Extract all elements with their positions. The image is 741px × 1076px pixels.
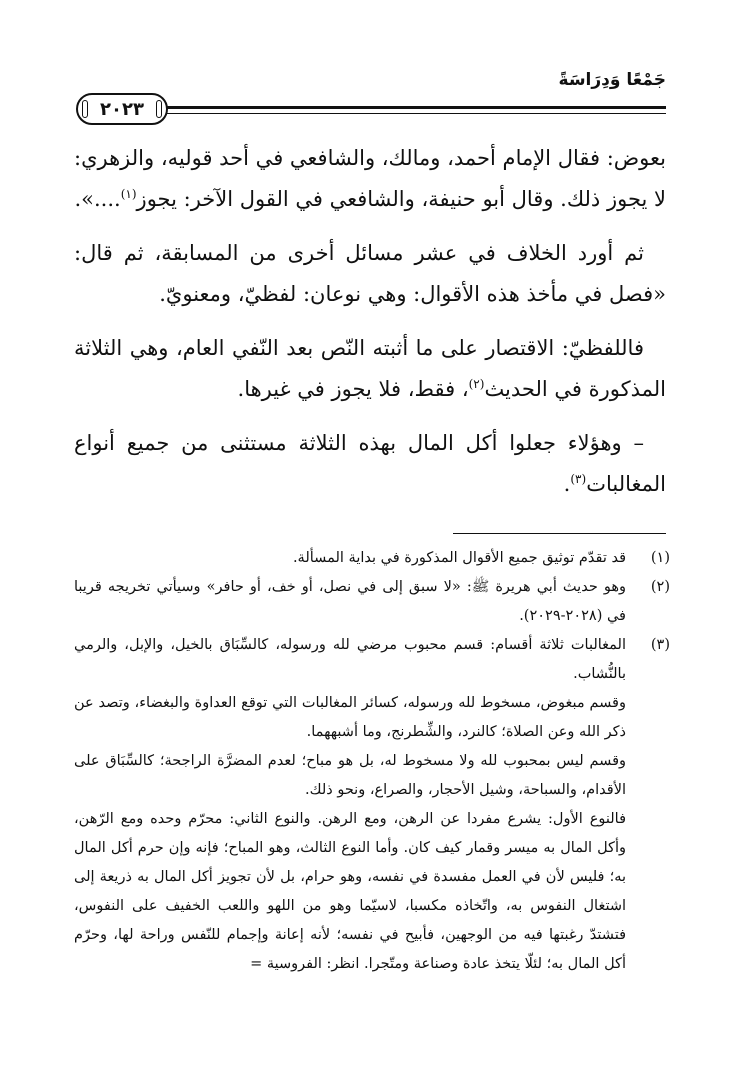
footnotes [74, 544, 670, 979]
paragraph-3: فاللفظيّ: الاقتصار على ما أثبته النّص بعد النّفي العام، وهي الثلاثة المذكورة في الحديث$^{(٢)}$، فقط، فلا يجوز في غيرها. [74, 336, 666, 401]
footnote-ref-2: (٢) [468, 377, 485, 391]
page-header [74, 70, 666, 124]
paragraph-4: – وهؤلاء جعلوا أكل المال بهذه الثلاثة مستثنى من جميع أنواع المغالبات$^{(٣)}$. [74, 431, 666, 496]
footnote-text: المغالبات ثلاثة أقسام: قسم محبوب مرضي لله ورسوله، كالسِّبَاق بالخيل، والإبل، والرمي بالنُّشاب. [74, 637, 626, 682]
page-number: ٢٠٢٣ [76, 93, 168, 125]
footnote-number: (٣) [650, 637, 670, 653]
footnote-text: وهو حديث أبي هريرة ﷺ: «لا سبق إلى في نصل، أو خف، أو حافر» وسيأتي تخريجه قريبا في (٢٠٢٨-٢٠٢٩). [74, 579, 626, 624]
footnote-1 [74, 544, 670, 573]
footnote-text: فالنوع الأول: يشرع مفردا عن الرهن، ومع الرهن. والنوع الثاني: محرّم وحده ومع الرّهن، وأكل المال به ميسر وقمار كيف كان. وأما النوع الثالث، وهو المباح؛ فإنه وإن حرم أكل المال به؛ فليس لأن في العمل مفسدة في نفسه، وهو حرام، بل لأن تجويز أكل المال به ذريعة إلى اشتغال النفوس به، واتّخاذه مكسبا، لاسيّما وهو من اللهو واللعب الخفيف على النفوس، فتشتدّ رغبتها فيه من الوجهين، فأبيح في نفسه؛ لأنه إعانة وإجمام للنّفس وراحة لها، وحرّم أكل المال به؛ لئلّا يتخذ عادة وصناعة ومتّجرا. انظر: الفروسية = [74, 811, 626, 972]
footnote-text: وقسم ليس بمحبوب لله ولا مسخوط له، بل هو مباح؛ لعدم المضرَّة الراجحة؛ كالسِّبَاق على الأقدام، والسباحة، وشيل الأحجار، والصراع، ونحو ذلك. [74, 753, 626, 798]
footnote-text: وقسم مبغوض، مسخوط لله ورسوله، كسائر المغالبات التي توقع العداوة والبغضاء، وتصد عن ذكر الله وعن الصلاة؛ كالنرد، والشِّطرنج، وما أشبههما. [74, 695, 626, 740]
footnote-separator [453, 533, 666, 534]
header-rule [166, 106, 666, 114]
paragraph-2: ثم أورد الخلاف في عشر مسائل أخرى من المسابقة، ثم قال: «فصل في مأخذ هذه الأقوال: وهي نوعان: لفظيّ، ومعنويّ. [74, 241, 666, 306]
footnote-ref-3: (٣) [570, 472, 587, 486]
footnote-2 [74, 573, 670, 631]
footnote-text: قد تقدّم توثيق جميع الأقوال المذكورة في بداية المسألة. [292, 550, 626, 566]
running-title: جَمْعًا وَدِرَاسَةً [558, 70, 666, 90]
paragraph-1: بعوض: فقال الإمام أحمد، ومالك، والشافعي في أحد قوليه، والزهري: لا يجوز ذلك. وقال أبو حنيفة، والشافعي في القول الآخر: يجوز$^{(١)}$....». [74, 146, 666, 211]
main-text [74, 138, 666, 518]
footnote-number: (١) [650, 550, 670, 566]
footnote-ref-1: (١) [120, 187, 137, 201]
footnote-3 [74, 631, 670, 979]
footnote-number: (٢) [650, 579, 670, 595]
